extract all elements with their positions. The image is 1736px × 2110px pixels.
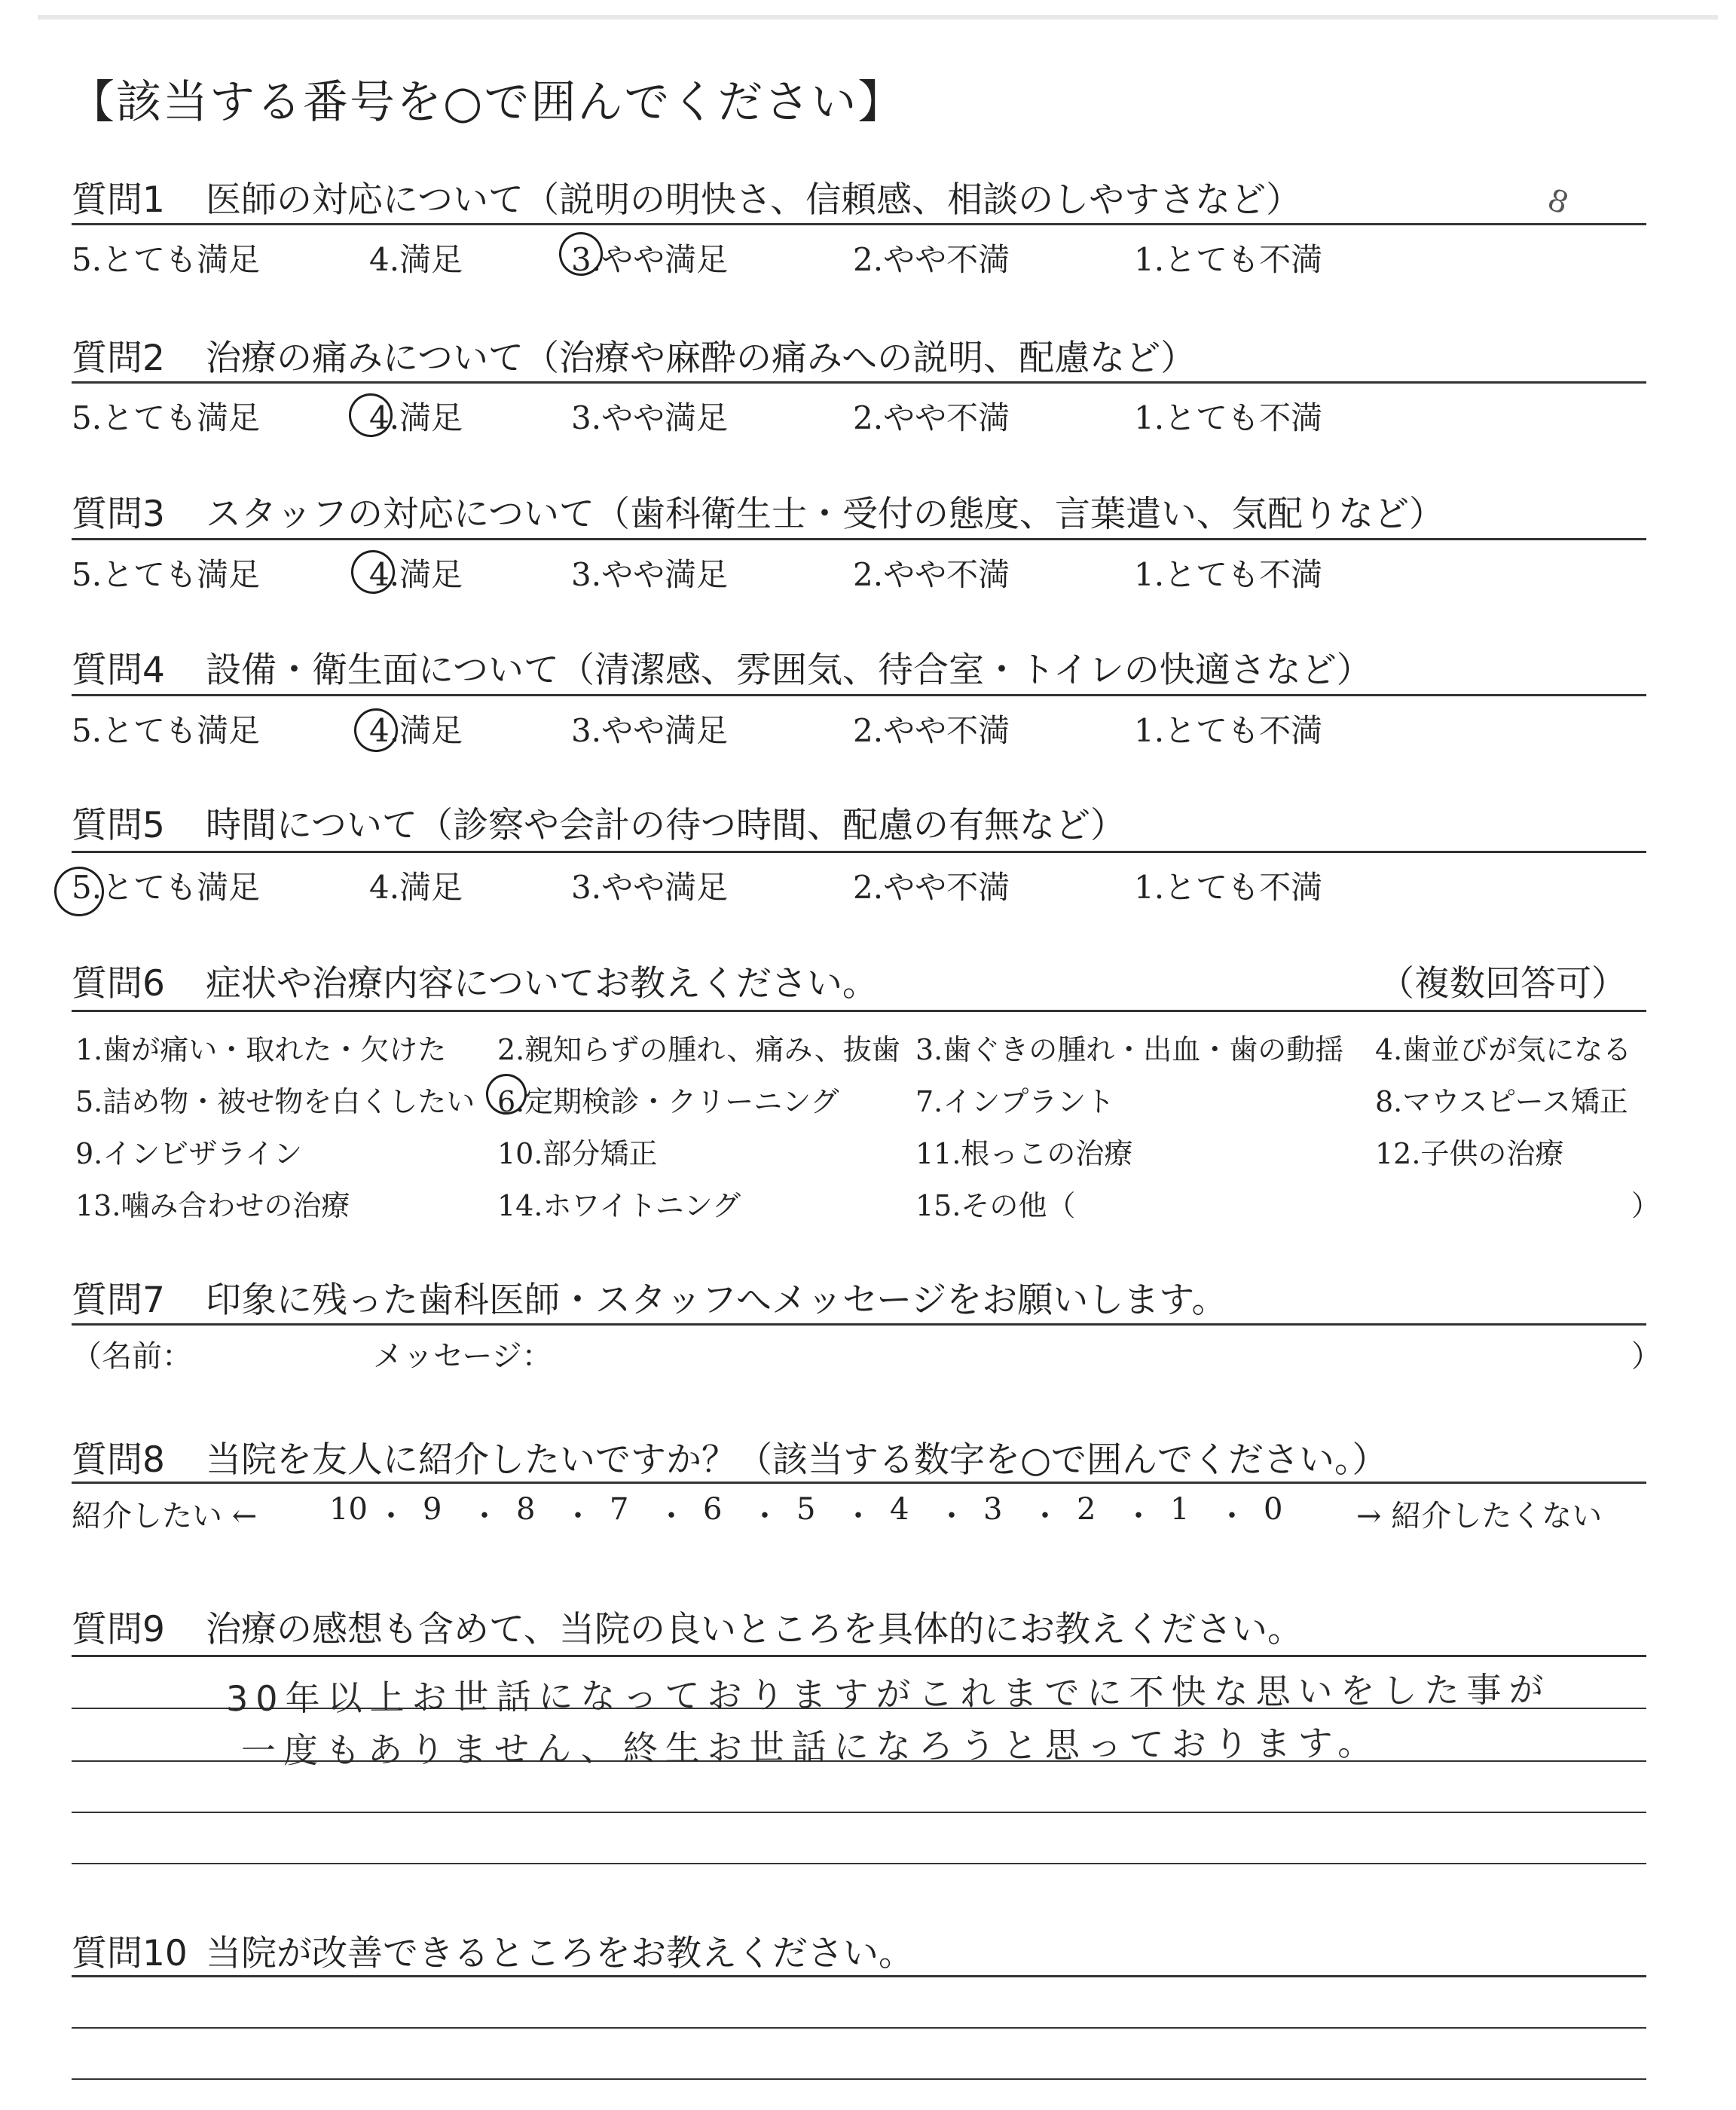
q5-option-5[interactable]: 5.とても満足 [72, 869, 261, 906]
q6-option-15[interactable]: 15.その他（ [915, 1189, 1076, 1222]
q2-option-1[interactable]: 1.とても不満 [1134, 399, 1323, 436]
q2-option-4[interactable]: 4.満足 [369, 399, 463, 436]
q4-option-2[interactable]: 2.やや不満 [853, 712, 1010, 749]
q8-scale-separator: ・ [843, 1499, 873, 1534]
question-8-rule [72, 1482, 1646, 1484]
q8-scale-9[interactable]: 9 [423, 1492, 442, 1527]
q8-scale-4[interactable]: 4 [890, 1492, 909, 1527]
q8-scale-separator: ・ [376, 1499, 406, 1534]
scan-top-edge [38, 15, 1718, 20]
handwritten-mark: 8 [1542, 182, 1573, 222]
q1-option-1[interactable]: 1.とても不満 [1134, 241, 1323, 278]
question-7-title: 質問7 印象に残った歯科医師・スタッフへメッセージをお願いします。 [72, 1280, 1227, 1321]
q3-option-2[interactable]: 2.やや不満 [853, 556, 1010, 593]
q8-scale-6[interactable]: 6 [703, 1492, 723, 1527]
q8-scale-separator: ・ [469, 1499, 500, 1534]
question-10-rule [72, 1975, 1646, 1977]
question-1-rule [72, 223, 1646, 225]
q6-option-4[interactable]: 4.歯並びが気になる [1375, 1033, 1632, 1066]
q6-option-9[interactable]: 9.インビザライン [75, 1137, 303, 1170]
question-2-rule [72, 381, 1646, 384]
q5-option-1[interactable]: 1.とても不満 [1134, 869, 1323, 906]
question-3-rule [72, 538, 1646, 540]
q8-scale-3[interactable]: 3 [983, 1492, 1003, 1527]
q8-scale-10[interactable]: 10 [329, 1492, 368, 1527]
q9-line-3 [72, 1812, 1646, 1813]
q3-option-1[interactable]: 1.とても不満 [1134, 556, 1323, 593]
q8-scale-separator: ・ [937, 1499, 967, 1534]
question-4-title: 質問4 設備・衛生面について（清潔感、雰囲気、待合室・トイレの快適さなど） [72, 650, 1372, 691]
q6-option-14[interactable]: 14.ホワイトニング [497, 1189, 741, 1222]
q4-option-3[interactable]: 3.やや満足 [571, 712, 729, 749]
q9-answer-line-2: 一度もありません、終生お世話になろうと思っております。 [240, 1722, 1380, 1772]
q1-option-5[interactable]: 5.とても満足 [72, 241, 261, 278]
question-2-title: 質問2 治療の痛みについて（治療や麻酔の痛みへの説明、配慮など） [72, 338, 1197, 379]
q3-option-3[interactable]: 3.やや満足 [571, 556, 729, 593]
question-9-title: 質問9 治療の感想も含めて、当院の良いところを具体的にお教えください。 [72, 1609, 1304, 1650]
q4-option-1[interactable]: 1.とても不満 [1134, 712, 1323, 749]
q2-option-2[interactable]: 2.やや不満 [853, 399, 1010, 436]
question-9-rule [72, 1655, 1646, 1657]
q8-scale-1[interactable]: 1 [1170, 1492, 1190, 1527]
q7-close: ） [1631, 1339, 1661, 1374]
q6-option-13[interactable]: 13.噛み合わせの治療 [75, 1189, 350, 1222]
question-6-note: （複数回答可） [1379, 963, 1627, 1005]
question-5-rule [72, 851, 1646, 853]
question-5-title: 質問5 時間について（診察や会計の待つ時間、配慮の有無など） [72, 805, 1126, 846]
q8-scale-2[interactable]: 2 [1077, 1492, 1096, 1527]
q4-option-4[interactable]: 4.満足 [369, 712, 463, 749]
q8-scale-8[interactable]: 8 [516, 1492, 536, 1527]
q6-option-3[interactable]: 3.歯ぐきの腫れ・出血・歯の動揺 [915, 1033, 1344, 1066]
q6-option-7[interactable]: 7.インプラント [915, 1085, 1115, 1118]
q10-line-1 [72, 2027, 1646, 2029]
question-7-rule [72, 1323, 1646, 1326]
question-10-title: 質問10 当院が改善できるところをお教えください。 [72, 1933, 914, 1974]
q1-option-4[interactable]: 4.満足 [369, 241, 463, 278]
page-heading: 【該当する番号を○で囲んでください】 [69, 76, 905, 129]
q8-scale-separator: ・ [1123, 1499, 1154, 1534]
q6-option-5[interactable]: 5.詰め物・被せ物を白くしたい [75, 1085, 475, 1118]
question-4-rule [72, 694, 1646, 696]
q8-scale-separator: ・ [750, 1499, 780, 1534]
q9-line-4 [72, 1863, 1646, 1864]
q8-scale-separator: ・ [563, 1499, 593, 1534]
q8-scale-separator: ・ [1030, 1499, 1060, 1534]
question-8-title: 質問8 当院を友人に紹介したいですか？（該当する数字を○で囲んでください。） [72, 1439, 1388, 1481]
q5-option-4[interactable]: 4.満足 [369, 869, 463, 906]
q8-scale-separator: ・ [1217, 1499, 1247, 1534]
q5-option-2[interactable]: 2.やや不満 [853, 869, 1010, 906]
q6-option-12[interactable]: 12.子供の治療 [1375, 1137, 1564, 1170]
question-6-title: 質問6 症状や治療内容についてお教えください。 [72, 963, 879, 1005]
q10-line-2 [72, 2078, 1646, 2080]
q2-option-5[interactable]: 5.とても満足 [72, 399, 261, 436]
question-3-title: 質問3 スタッフの対応について（歯科衛生士・受付の態度、言葉遣い、気配りなど） [72, 494, 1445, 535]
question-6-rule [72, 1010, 1646, 1012]
q2-option-3[interactable]: 3.やや満足 [571, 399, 729, 436]
q6-option-2[interactable]: 2.親知らずの腫れ、痛み、抜歯 [497, 1033, 900, 1066]
q9-answer-line-1: 30年以上お世話になっておりますがこれまでに不快な思いをした事が [225, 1668, 1551, 1720]
q6-option-6[interactable]: 6.定期検診・クリーニング [497, 1085, 839, 1118]
q8-left-label: 紹介したい ← [72, 1499, 258, 1534]
q1-option-2[interactable]: 2.やや不満 [853, 241, 1010, 278]
q8-scale-0[interactable]: 0 [1264, 1492, 1283, 1527]
q6-other-close: ） [1631, 1189, 1661, 1222]
q8-scale-7[interactable]: 7 [610, 1492, 629, 1527]
q6-option-8[interactable]: 8.マウスピース矯正 [1375, 1085, 1628, 1118]
q3-option-5[interactable]: 5.とても満足 [72, 556, 261, 593]
q6-option-10[interactable]: 10.部分矯正 [497, 1137, 658, 1170]
q6-option-1[interactable]: 1.歯が痛い・取れた・欠けた [75, 1033, 447, 1066]
q5-option-3[interactable]: 3.やや満足 [571, 869, 729, 906]
q8-right-label: → 紹介したくない [1356, 1499, 1603, 1534]
q7-message-label: メッセージ： [373, 1339, 552, 1374]
q3-option-4[interactable]: 4.満足 [369, 556, 463, 593]
q7-name-label: （名前： [72, 1339, 192, 1374]
q8-scale-separator: ・ [656, 1499, 686, 1534]
q4-option-5[interactable]: 5.とても満足 [72, 712, 261, 749]
q1-option-3[interactable]: 3.やや満足 [571, 241, 729, 278]
question-1-title: 質問1 医師の対応について（説明の明快さ、信頼感、相談のしやすさなど） [72, 179, 1302, 221]
q6-option-11[interactable]: 11.根っこの治療 [915, 1137, 1133, 1170]
q8-scale-5[interactable]: 5 [796, 1492, 816, 1527]
